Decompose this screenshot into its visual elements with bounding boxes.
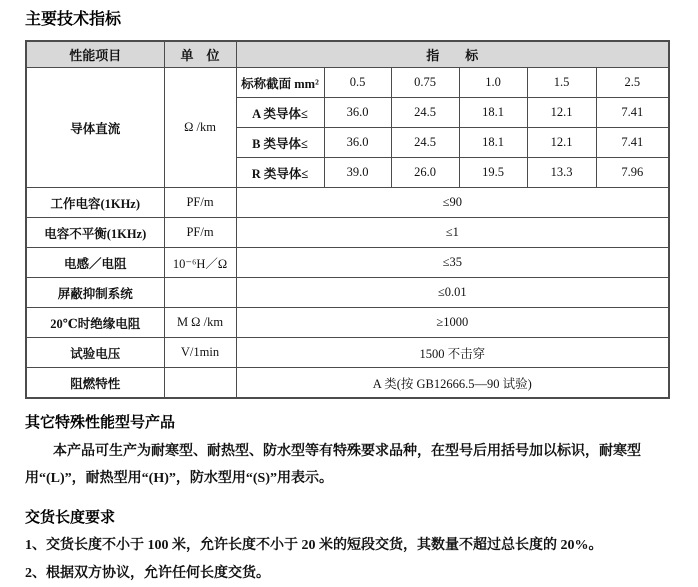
conductor-dc-unit: Ω /km	[164, 68, 236, 188]
table-cell: 19.5	[459, 158, 527, 188]
header-unit: 单 位	[164, 41, 236, 68]
class-b-conductor-label: B 类导体≤	[236, 128, 324, 158]
table-cell: 12.1	[527, 128, 596, 158]
row-unit: V/1min	[164, 338, 236, 368]
delivery-item-2: 2、根据双方协议，允许任何长度交货。	[25, 566, 270, 581]
row-value: ≤35	[236, 248, 669, 278]
row-unit	[164, 368, 236, 399]
table-cell: 1.0	[459, 68, 527, 98]
table-row-capacitance-unbalance	[26, 218, 669, 248]
row-label: 屏蔽抑制系统	[26, 278, 164, 308]
row-unit: M Ω /km	[164, 308, 236, 338]
table-cell: 24.5	[391, 128, 459, 158]
table-cell: 0.75	[391, 68, 459, 98]
row-value: ≥1000	[236, 308, 669, 338]
row-value: ≤1	[236, 218, 669, 248]
table-cell: 12.1	[527, 98, 596, 128]
class-r-conductor-label: R 类导体≤	[236, 158, 324, 188]
table-row-shield-suppression	[26, 278, 669, 308]
row-value: A 类(按 GB12666.5—90 试验)	[236, 368, 669, 399]
row-unit: PF/m	[164, 188, 236, 218]
table-cell: 7.41	[596, 128, 669, 158]
nominal-section-label: 标称截面 mm²	[236, 68, 324, 98]
row-unit: PF/m	[164, 218, 236, 248]
table-row-working-capacitance	[26, 188, 669, 218]
special-models-paragraph: 本产品可生产为耐寒型、耐热型、防水型等有特殊要求品种，在型号后用括号加以标识，耐寒型用“(L)”，耐热型用“(H)”，防水型用“(S)”用表示。	[25, 444, 641, 486]
table-cell: 7.41	[596, 98, 669, 128]
header-performance-item: 性能项目	[26, 41, 164, 68]
row-unit	[164, 278, 236, 308]
row-unit: 10⁻⁶H／Ω	[164, 248, 236, 278]
table-cell: 13.3	[527, 158, 596, 188]
section-title-special-models: 其它特殊性能型号产品	[25, 414, 176, 431]
table-cell: 24.5	[391, 98, 459, 128]
table-cell: 18.1	[459, 128, 527, 158]
row-label: 电感／电阻	[26, 248, 164, 278]
table-cell: 18.1	[459, 98, 527, 128]
delivery-length-section	[25, 506, 670, 587]
table-row-inductance-resistance	[26, 248, 669, 278]
table-row-conductor-sub0	[26, 68, 669, 98]
table-header-row	[26, 41, 669, 68]
row-label: 20℃时绝缘电阻	[26, 308, 164, 338]
table-row-test-voltage	[26, 338, 669, 368]
row-label: 工作电容(1KHz)	[26, 188, 164, 218]
delivery-item-1: 1、交货长度不小于 100 米，允许长度不小于 20 米的短段交货，其数量不超过总长度的 20%。	[25, 538, 603, 553]
conductor-dc-label: 导体直流	[26, 68, 164, 188]
table-cell: 36.0	[324, 128, 391, 158]
table-cell: 1.5	[527, 68, 596, 98]
row-label: 阻燃特性	[26, 368, 164, 399]
page-title: 主要技术指标	[25, 11, 122, 28]
header-spec: 指 标	[236, 41, 669, 68]
table-cell: 26.0	[391, 158, 459, 188]
row-label: 电容不平衡(1KHz)	[26, 218, 164, 248]
table-cell: 36.0	[324, 98, 391, 128]
class-a-conductor-label: A 类导体≤	[236, 98, 324, 128]
table-row-insulation-resistance	[26, 308, 669, 338]
table-cell: 7.96	[596, 158, 669, 188]
table-cell: 39.0	[324, 158, 391, 188]
table-cell: 2.5	[596, 68, 669, 98]
section-title-delivery-length: 交货长度要求	[25, 509, 116, 526]
table-cell: 0.5	[324, 68, 391, 98]
row-value: 1500 不击穿	[236, 338, 669, 368]
technical-spec-table	[25, 40, 670, 399]
table-row-flame-retardancy	[26, 368, 669, 399]
special-models-section	[25, 411, 670, 492]
row-value: ≤90	[236, 188, 669, 218]
row-label: 试验电压	[26, 338, 164, 368]
row-value: ≤0.01	[236, 278, 669, 308]
